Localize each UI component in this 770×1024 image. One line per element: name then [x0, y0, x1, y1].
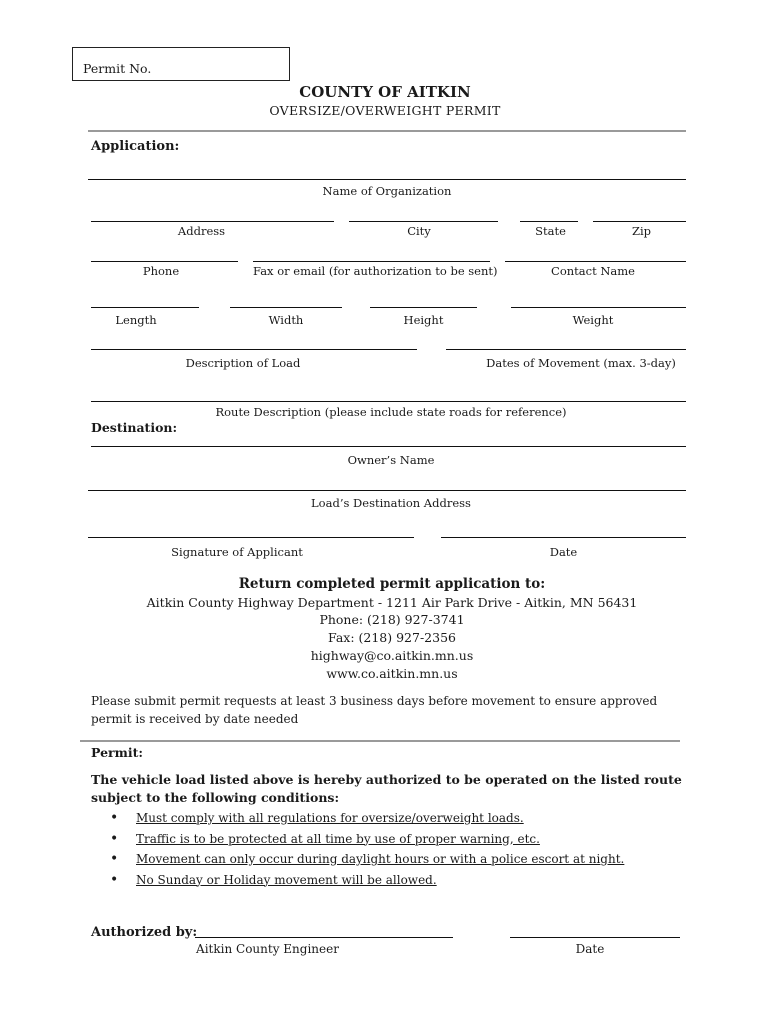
description-label: Description of Load	[185, 356, 301, 370]
submission-notice: Please submit permit requests at least 3 business days before movement to ensure approved permit is received by date needed	[91, 694, 658, 726]
organization-label: Name of Organization	[322, 184, 452, 198]
return-fax: Fax: (218) 927-2356	[328, 630, 456, 645]
return-heading: Return completed permit application to:	[238, 576, 546, 592]
destination-address-line[interactable]	[88, 490, 686, 491]
width-line[interactable]	[230, 307, 342, 308]
address-line[interactable]	[91, 221, 334, 222]
permit-divider	[80, 740, 680, 742]
signature-line[interactable]	[88, 537, 414, 538]
condition-item: • Movement can only occur during daylight hours or with a police escort at night.	[110, 849, 624, 870]
permit-statement: The vehicle load listed above is hereby authorized to be operated on the listed route subject to the following conditions:	[91, 772, 682, 805]
permit-number-box[interactable]	[72, 47, 290, 81]
authorized-date-label: Date	[575, 942, 605, 956]
contact-label: Contact Name	[551, 264, 635, 278]
fax-email-line[interactable]	[253, 261, 490, 262]
condition-item: • No Sunday or Holiday movement will be allowed.	[110, 870, 624, 891]
condition-item: • Must comply with all regulations for oversize/overweight loads.	[110, 808, 624, 829]
phone-label: Phone	[142, 264, 180, 278]
return-website[interactable]: www.co.aitkin.mn.us	[326, 666, 458, 681]
owner-label: Owner’s Name	[347, 453, 435, 467]
engineer-label: Aitkin County Engineer	[196, 942, 339, 956]
city-line[interactable]	[349, 221, 498, 222]
dates-line[interactable]	[446, 349, 686, 350]
applicant-date-label: Date	[549, 545, 578, 559]
applicant-date-line[interactable]	[441, 537, 686, 538]
weight-line[interactable]	[511, 307, 686, 308]
state-label: State	[535, 224, 566, 238]
length-line[interactable]	[91, 307, 199, 308]
phone-line[interactable]	[91, 261, 238, 262]
return-email[interactable]: highway@co.aitkin.mn.us	[310, 648, 474, 663]
return-address: Aitkin County Highway Department - 1211 Air Park Drive - Aitkin, MN 56431	[146, 595, 638, 610]
width-label: Width	[268, 313, 304, 327]
zip-line[interactable]	[593, 221, 686, 222]
condition-item: • Traffic is to be protected at all time by use of proper warning, etc.	[110, 829, 624, 850]
route-label: Route Description (please include state roads for reference)	[215, 405, 567, 419]
weight-label: Weight	[572, 313, 614, 327]
header-divider	[88, 130, 686, 132]
county-title: COUNTY OF AITKIN	[299, 83, 471, 101]
permit-type-title: OVERSIZE/OVERWEIGHT PERMIT	[269, 103, 501, 118]
height-label: Height	[403, 313, 444, 327]
zip-label: Zip	[631, 224, 652, 238]
organization-line[interactable]	[88, 179, 686, 180]
address-label: Address	[177, 224, 226, 238]
return-phone: Phone: (218) 927-3741	[319, 612, 465, 627]
signature-label: Signature of Applicant	[171, 545, 303, 559]
description-line[interactable]	[91, 349, 417, 350]
application-heading: Application:	[91, 139, 180, 154]
destination-heading: Destination:	[91, 420, 178, 435]
permit-number-label: Permit No.	[83, 61, 152, 76]
fax-email-label: Fax or email (for authorization to be sent)	[253, 264, 498, 278]
conditions-list	[110, 808, 624, 890]
city-label: City	[407, 224, 431, 238]
authorized-signature-line[interactable]	[195, 937, 453, 938]
authorized-date-line[interactable]	[510, 937, 680, 938]
destination-address-label: Load’s Destination Address	[311, 496, 471, 510]
owner-line[interactable]	[91, 446, 686, 447]
dates-label: Dates of Movement (max. 3-day)	[486, 356, 676, 370]
state-line[interactable]	[520, 221, 578, 222]
authorized-by-label: Authorized by:	[91, 925, 198, 940]
permit-heading: Permit:	[91, 745, 143, 760]
contact-line[interactable]	[505, 261, 686, 262]
length-label: Length	[115, 313, 157, 327]
height-line[interactable]	[370, 307, 477, 308]
route-line[interactable]	[91, 401, 686, 402]
